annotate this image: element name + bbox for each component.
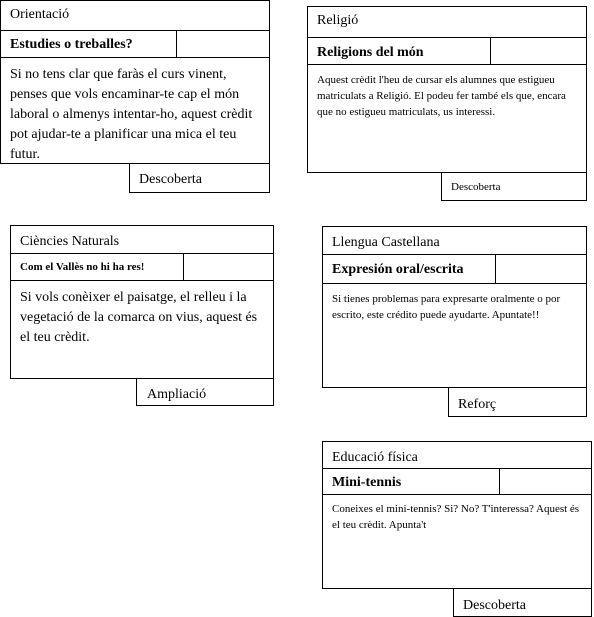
card-subject: Educació física [332,450,418,465]
card-description: Si no tens clar que faràs el curs vinent, penses que vols encaminar-te cap el món laboral o almenys intentar-ho, aquest crèdit pot ajudar-te a planificar una mica el teu futur. [10,67,253,162]
card-title: Estudies o treballes? [10,37,133,52]
card-description: Si tienes problemas para expresarte oralmente o por escrito, este crédito puede ayudarte. Apuntate!! [332,293,561,321]
card-religio [307,6,587,173]
card-description: Aquest crèdit l'heu de cursar els alumnes que estigueu matriculats a Religió. El podeu fer també els que, encara que no estigueu matriculats, us interessi. [317,74,566,118]
card-tag: Reforç [448,387,587,417]
card-educacio-fisica [322,441,592,589]
card-llengua-castellana [322,226,587,388]
card-orientacio [0,0,270,164]
card-description: Coneixes el mini-tennis? Si? No? T'interessa? Aquest és el teu crèdit. Apunta't [332,503,580,531]
card-title: Com el Vallès no hi ha res! [20,261,145,273]
card-subject: Ciències Naturals [20,234,120,249]
card-tag: Descoberta [441,172,587,201]
card-title: Expresión oral/escrita [332,262,464,277]
card-tag: Descoberta [453,588,592,617]
card-tag: Descoberta [129,163,270,193]
card-subject: Llengua Castellana [332,235,440,250]
card-ciencies-naturals [10,225,274,379]
card-subject: Orientació [10,7,70,22]
card-subject: Religió [317,13,359,28]
card-tag: Ampliació [136,378,274,406]
card-title: Religions del món [317,45,424,60]
card-description: Si vols conèixer el paisatge, el relleu i la vegetació de la comarca on vius, aquest és el teu crèdit. [20,290,258,345]
card-title: Mini-tennis [332,475,402,490]
